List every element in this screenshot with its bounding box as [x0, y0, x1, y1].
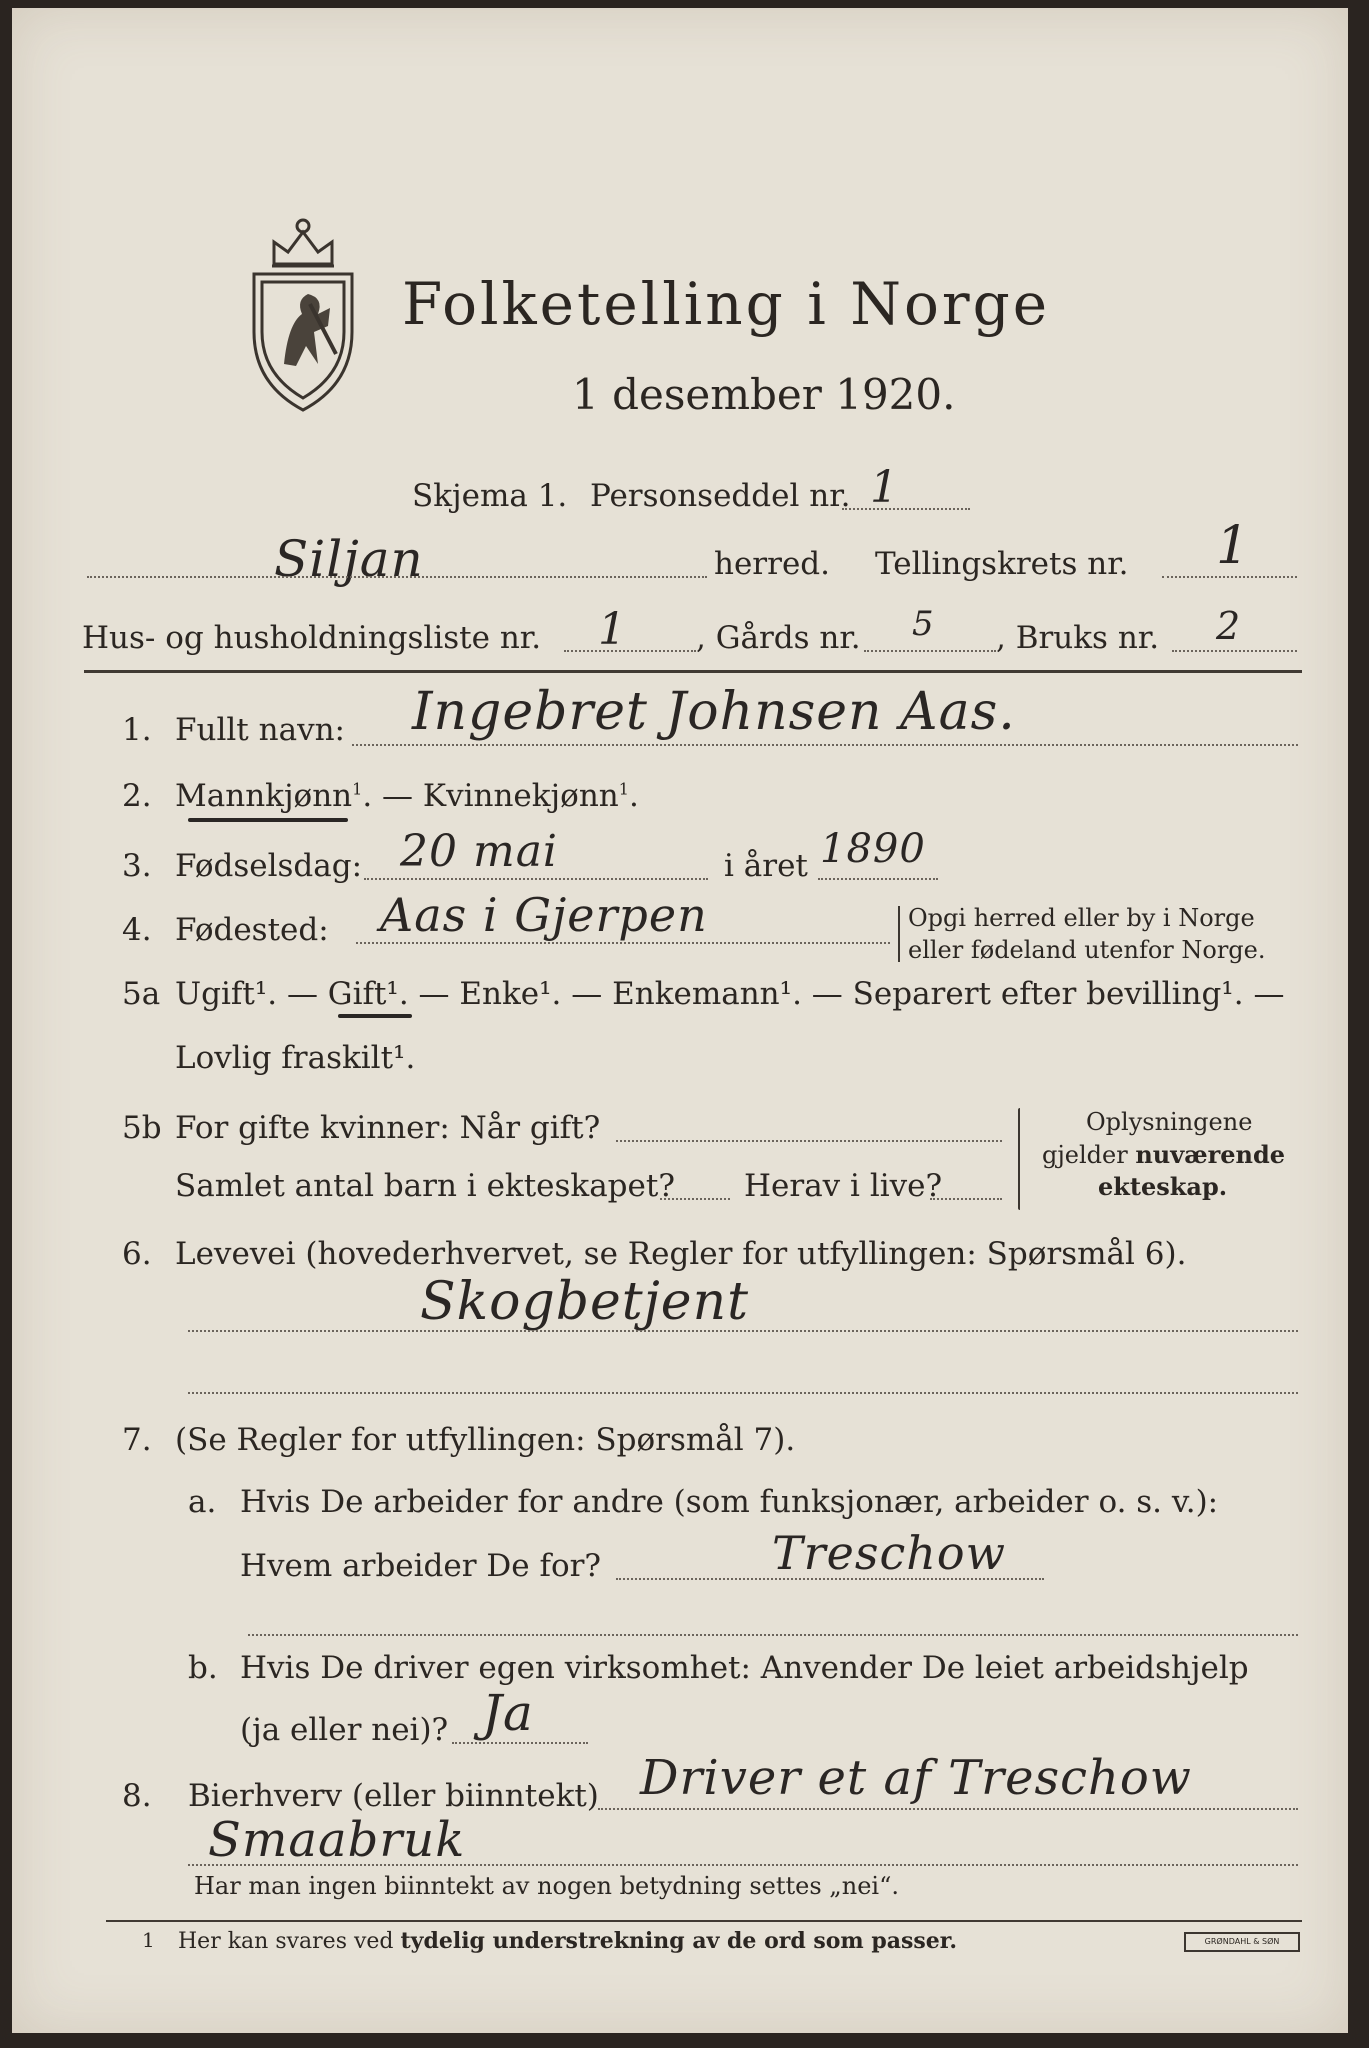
footnote-marker: 1: [142, 1928, 155, 1952]
q7a-employer-value: Treschow: [772, 1526, 1006, 1580]
q5a-marital-options-cont: Lovlig fraskilt¹.: [175, 1040, 416, 1076]
q8-number: 8.: [122, 1778, 152, 1814]
q3-birthdate-value: 20 mai: [400, 826, 559, 877]
q5a-gift-underline-mark: [338, 1014, 412, 1018]
q7b-label: (ja eller nei)?: [240, 1712, 449, 1748]
q7b-letter: b.: [188, 1650, 218, 1686]
tellingskrets-label: Tellingskrets nr.: [875, 546, 1129, 582]
q3-year-field-line: [818, 878, 938, 880]
census-form-sheet: [12, 8, 1348, 2033]
q8-side-income-value-1: Driver et af Treschow: [640, 1750, 1192, 1806]
q2-sex-options: Mannkjønn$^1$. — Kvinnekjønn$^1$.: [175, 778, 639, 814]
q3-year-value: 1890: [820, 826, 926, 872]
q5b-note-line3: ekteskap.: [1098, 1172, 1228, 1201]
q7b-value: Ja: [482, 1684, 534, 1742]
q4-birthplace-value: Aas i Gjerpen: [380, 888, 708, 942]
q4-field-line: [356, 942, 890, 944]
header-divider: [84, 670, 1302, 673]
husholdningsliste-value: 1: [598, 604, 627, 655]
tellingskrets-field-line: [1162, 576, 1297, 578]
q5b-alive-field-line: [930, 1198, 1002, 1200]
q3-year-label: i året: [724, 848, 808, 884]
personseddel-value: 1: [870, 462, 899, 513]
q5b-children-label: Samlet antal barn i ekteskapet?: [175, 1168, 675, 1204]
q2-male-option: Mannkjønn: [175, 778, 353, 814]
q1-label: Fullt navn:: [175, 712, 345, 748]
q6-field-line-2: [188, 1392, 1298, 1394]
q8-field-line-1: [598, 1808, 1298, 1810]
form-title: Folketelling i Norge: [402, 270, 1051, 338]
q5b-number: 5b: [122, 1110, 162, 1146]
q6-number: 6.: [122, 1236, 152, 1272]
q5b-note-line1: Oplysningene: [1086, 1108, 1253, 1136]
q6-field-line-1: [188, 1330, 1298, 1332]
bruks-label: , Bruks nr.: [996, 620, 1160, 656]
q5a-number: 5a: [122, 976, 161, 1012]
q6-label: Levevei (hovederhvervet, se Regler for utfyllingen: Spørsmål 6).: [175, 1236, 1187, 1272]
bruks-value: 2: [1216, 604, 1242, 648]
gards-field-line: [864, 650, 996, 652]
q7-number: 7.: [122, 1422, 152, 1458]
q5b-note-bracket: [1018, 1108, 1020, 1210]
q1-number: 1.: [122, 712, 152, 748]
q7a-field-line-2: [248, 1634, 1298, 1636]
coat-of-arms-icon: [244, 214, 362, 414]
q3-field-line: [364, 878, 708, 880]
q7-label: (Se Regler for utfyllingen: Spørsmål 7).: [175, 1422, 796, 1458]
q7a-line1: Hvis De arbeider for andre (som funksjonær, arbeider o. s. v.):: [240, 1484, 1219, 1520]
income-note: Har man ingen biinntekt av nogen betydning settes „nei“.: [194, 1872, 899, 1900]
bruks-field-line: [1172, 650, 1297, 652]
q8-side-income-value-2: Smaabruk: [208, 1812, 466, 1868]
herred-field-line: [87, 576, 707, 578]
herred-label: herred.: [714, 546, 830, 582]
gards-value: 5: [912, 604, 935, 644]
q7a-employer-label: Hvem arbeider De for?: [240, 1548, 602, 1584]
q7b-field-line: [452, 1742, 588, 1744]
q8-label: Bierhverv (eller biinntekt): [188, 1778, 599, 1814]
q2-male-underline-mark: [188, 818, 348, 822]
q5a-marital-options: Ugift¹. — Gift¹. — Enke¹. — Enkemann¹. — Separert efter bevilling¹. —: [175, 976, 1285, 1012]
q4-note-line2: eller fødeland utenfor Norge.: [908, 936, 1266, 964]
herred-value: Siljan: [274, 530, 424, 588]
q5b-alive-label: Herav i live?: [744, 1168, 943, 1204]
q7b-line1: Hvis De driver egen virksomhet: Anvender De leiet arbeidshjelp: [240, 1650, 1249, 1686]
census-date: 1 desember 1920.: [572, 370, 956, 419]
q8-field-line-2: [188, 1864, 1298, 1866]
q1-full-name-value: Ingebret Johnsen Aas.: [412, 682, 1016, 742]
q5b-married-when-field-line: [616, 1140, 1002, 1142]
tellingskrets-value: 1: [1216, 516, 1251, 576]
q4-note-line1: Opgi herred eller by i Norge: [908, 904, 1255, 932]
q2-female-option: Kvinnekjønn: [422, 778, 619, 814]
q5b-children-field-line: [660, 1198, 730, 1200]
q5b-married-when-label: For gifte kvinner: Når gift?: [175, 1110, 601, 1146]
q3-number: 3.: [122, 848, 152, 884]
q4-note-bracket: [898, 906, 900, 962]
q4-number: 4.: [122, 912, 152, 948]
footnote-divider: [106, 1920, 1302, 1922]
q7a-letter: a.: [188, 1484, 217, 1520]
q6-occupation-value: Skogbetjent: [420, 1272, 749, 1332]
q4-label: Fødested:: [175, 912, 329, 948]
husholdningsliste-field-line: [564, 650, 696, 652]
schema-label: Skjema 1.: [412, 478, 568, 514]
printer-stamp: GRØNDAHL & SØN: [1184, 1932, 1300, 1952]
q5b-note-line2: gjelder nuværende: [1042, 1140, 1286, 1169]
q2-number: 2.: [122, 778, 152, 814]
personseddel-label: Personseddel nr.: [590, 478, 851, 514]
footnote-text: Her kan svares ved tydelig understrekning av de ord som passer.: [178, 1928, 958, 1954]
husholdningsliste-label: Hus- og husholdningsliste nr.: [82, 620, 542, 656]
personseddel-field-line: [842, 508, 970, 510]
q3-label: Fødselsdag:: [175, 848, 363, 884]
gards-label: , Gårds nr.: [696, 620, 861, 656]
q1-field-line: [352, 744, 1298, 746]
